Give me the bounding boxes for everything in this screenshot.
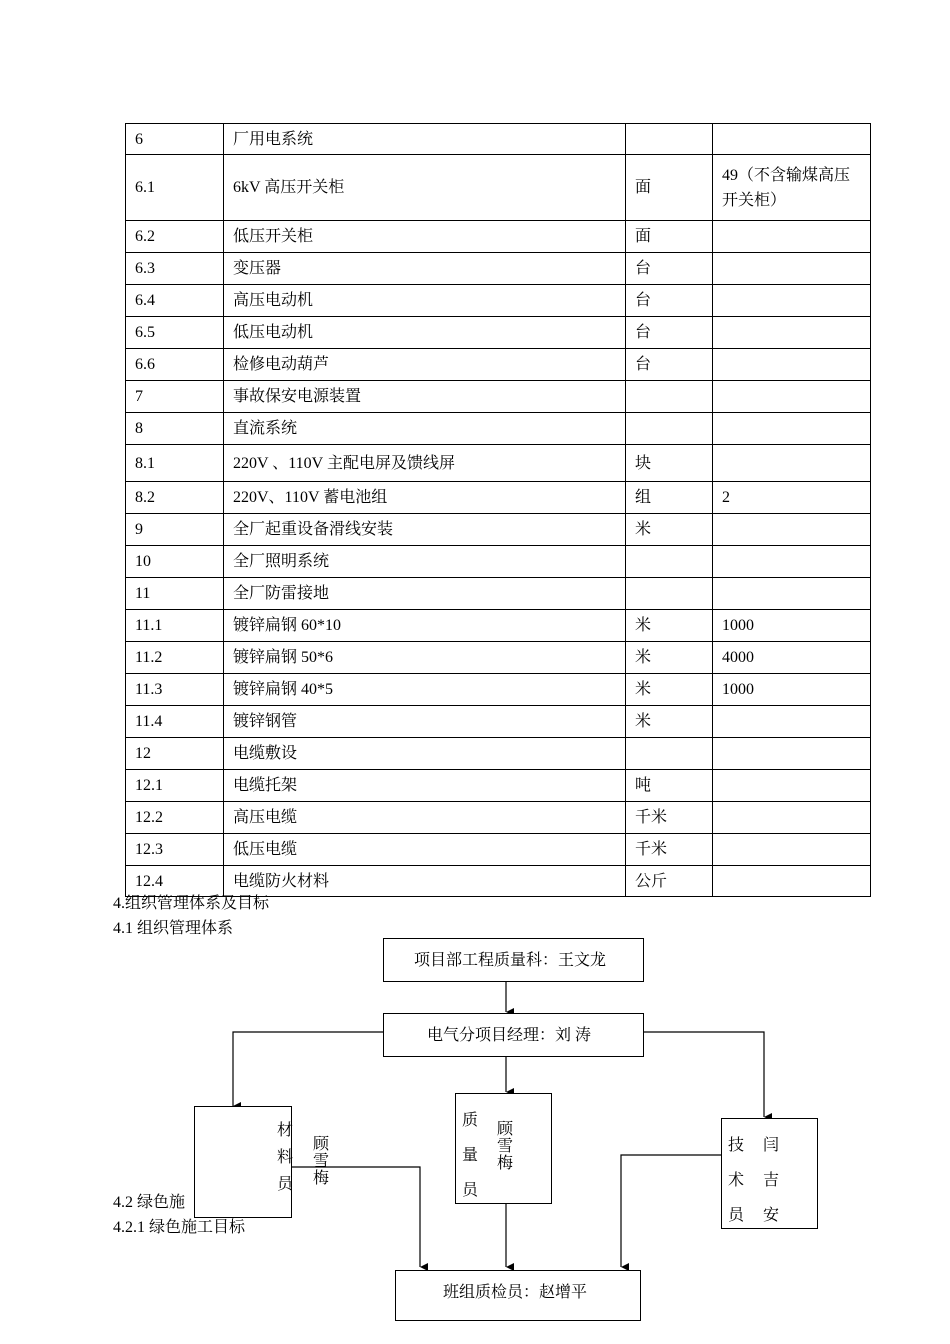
cell-item-number: 11.1 <box>126 610 224 642</box>
cell-item-number: 7 <box>126 381 224 413</box>
cell-item-name: 变压器 <box>224 253 626 285</box>
org-box-quality-department <box>383 938 644 982</box>
cell-item-name: 高压电动机 <box>224 285 626 317</box>
arrow-tech-to-inspector <box>621 1155 721 1267</box>
cell-item-number: 11 <box>126 578 224 610</box>
org-box-quality-department-label: 项目部工程质量科：王文龙 <box>414 952 607 969</box>
cell-item-name: 低压电动机 <box>224 317 626 349</box>
cell-unit: 台 <box>626 253 713 285</box>
org-box-project-manager-label: 电气分项目经理：刘 涛 <box>427 1027 592 1044</box>
org-box-team-inspector <box>395 1270 641 1321</box>
cell-unit: 台 <box>626 349 713 381</box>
cell-item-name: 电缆防火材料 <box>224 866 626 897</box>
cell-item-name: 220V 、110V 主配电屏及馈线屏 <box>224 445 626 482</box>
section-heading-4: 4.组织管理体系及目标 <box>113 895 270 912</box>
cell-quantity: 1000 <box>713 674 871 706</box>
cell-unit: 吨 <box>626 770 713 802</box>
cell-item-number: 6.1 <box>126 155 224 221</box>
cell-item-name: 镀锌扁钢 40*5 <box>224 674 626 706</box>
cell-item-name: 6kV 高压开关柜 <box>224 155 626 221</box>
arrow-material-to-inspector <box>290 1167 420 1267</box>
cell-unit: 面 <box>626 155 713 221</box>
cell-item-number: 12.4 <box>126 866 224 897</box>
cell-quantity: 49（不含输煤高压开关柜） <box>713 155 871 221</box>
cell-item-name: 电缆托架 <box>224 770 626 802</box>
cell-item-number: 11.2 <box>126 642 224 674</box>
cell-quantity: 4000 <box>713 642 871 674</box>
org-box-project-manager <box>383 1013 644 1057</box>
cell-unit: 公斤 <box>626 866 713 897</box>
cell-unit: 千米 <box>626 802 713 834</box>
org-box-team-inspector-label: 班组质检员：赵增平 <box>443 1284 588 1301</box>
cell-item-number: 11.4 <box>126 706 224 738</box>
cell-item-number: 8.2 <box>126 482 224 514</box>
cell-unit: 米 <box>626 642 713 674</box>
cell-item-number: 10 <box>126 546 224 578</box>
section-heading-4-1: 4.1 组织管理体系 <box>113 920 234 937</box>
cell-item-name: 全厂起重设备滑线安装 <box>224 514 626 546</box>
cell-item-name: 高压电缆 <box>224 802 626 834</box>
cell-item-name: 检修电动葫芦 <box>224 349 626 381</box>
cell-item-number: 9 <box>126 514 224 546</box>
cell-item-name: 220V、110V 蓄电池组 <box>224 482 626 514</box>
technical-staff-name: 闫 吉 安 <box>762 1137 779 1224</box>
quality-staff-name: 顾 雪 梅 <box>496 1121 513 1172</box>
cell-unit: 米 <box>626 514 713 546</box>
cell-item-number: 12.2 <box>126 802 224 834</box>
section-heading-4-2: 4.2 绿色施 <box>113 1194 186 1211</box>
cell-item-number: 6.2 <box>126 221 224 253</box>
cell-item-number: 12.1 <box>126 770 224 802</box>
cell-item-number: 6 <box>126 124 224 155</box>
cell-unit: 台 <box>626 285 713 317</box>
arrow-manager-to-material <box>233 1032 383 1106</box>
cell-item-name: 镀锌扁钢 60*10 <box>224 610 626 642</box>
cell-item-number: 12 <box>126 738 224 770</box>
cell-quantity: 1000 <box>713 610 871 642</box>
cell-unit: 米 <box>626 610 713 642</box>
cell-quantity: 2 <box>713 482 871 514</box>
cell-unit: 千米 <box>626 834 713 866</box>
technical-staff-role: 技 术 员 <box>727 1137 744 1224</box>
cell-item-number: 8 <box>126 413 224 445</box>
cell-unit: 米 <box>626 674 713 706</box>
org-box-technical-staff <box>721 1118 818 1229</box>
cell-item-number: 11.3 <box>126 674 224 706</box>
org-box-quality-staff <box>455 1093 552 1204</box>
cell-item-number: 6.6 <box>126 349 224 381</box>
cell-unit: 台 <box>626 317 713 349</box>
material-staff-name: 顾 雪 梅 <box>312 1136 329 1187</box>
cell-item-name: 全厂照明系统 <box>224 546 626 578</box>
section-heading-4-2-1: 4.2.1 绿色施工目标 <box>113 1219 246 1236</box>
quality-staff-role: 质 量 员 <box>461 1112 478 1199</box>
cell-item-number: 6.5 <box>126 317 224 349</box>
cell-item-number: 6.4 <box>126 285 224 317</box>
cell-item-name: 电缆敷设 <box>224 738 626 770</box>
cell-item-name: 低压电缆 <box>224 834 626 866</box>
cell-item-number: 8.1 <box>126 445 224 482</box>
cell-item-name: 全厂防雷接地 <box>224 578 626 610</box>
cell-unit: 面 <box>626 221 713 253</box>
cell-item-name: 镀锌扁钢 50*6 <box>224 642 626 674</box>
cell-unit: 块 <box>626 445 713 482</box>
cell-item-name: 事故保安电源装置 <box>224 381 626 413</box>
cell-item-name: 厂用电系统 <box>224 124 626 155</box>
arrow-manager-to-tech <box>643 1032 764 1117</box>
cell-item-name: 直流系统 <box>224 413 626 445</box>
material-staff-role: 材 料 员 <box>276 1122 293 1193</box>
cell-unit: 米 <box>626 706 713 738</box>
cell-item-name: 低压开关柜 <box>224 221 626 253</box>
cell-item-name: 镀锌钢管 <box>224 706 626 738</box>
cell-item-number: 12.3 <box>126 834 224 866</box>
cell-unit: 组 <box>626 482 713 514</box>
cell-item-number: 6.3 <box>126 253 224 285</box>
